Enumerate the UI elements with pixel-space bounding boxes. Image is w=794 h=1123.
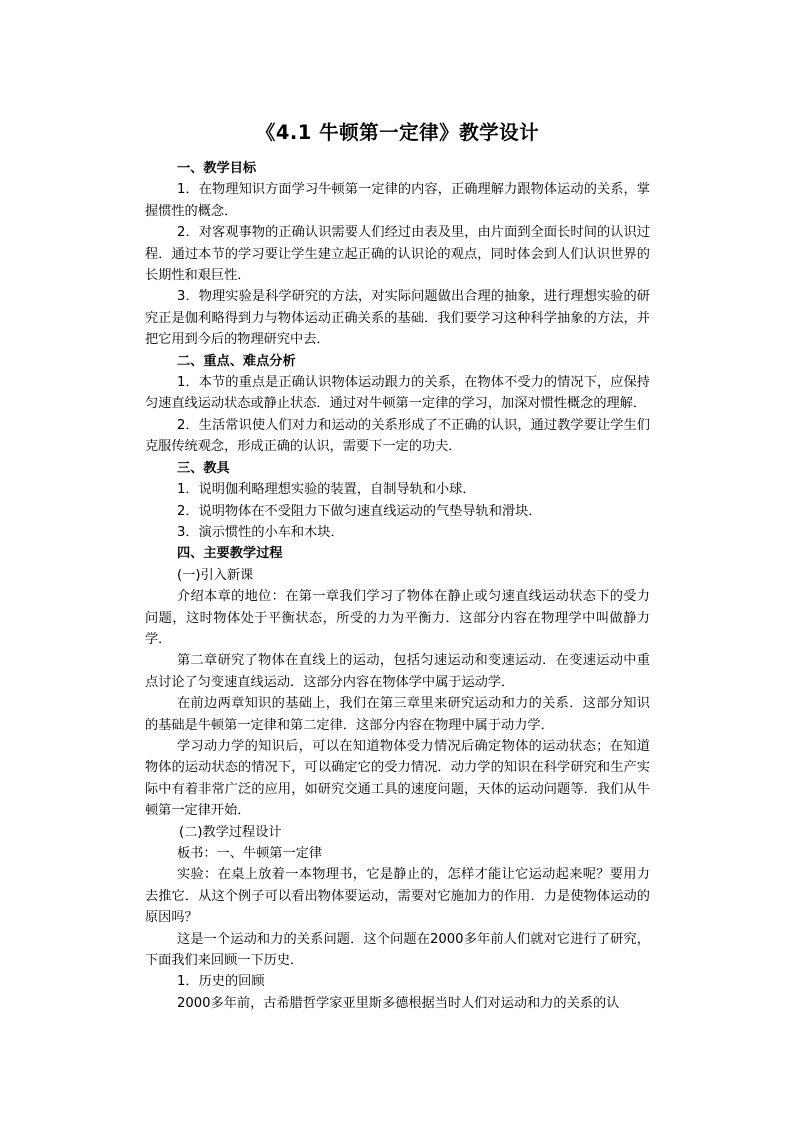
subsection-heading: (二)教学过程设计: [179, 824, 282, 840]
paragraph: 2．生活常识使人们对力和运动的关系形成了不正确的认识，通过教学要让学生们克服传统观念，形成正确的认识，需要下一定的功夫．: [145, 417, 650, 455]
paragraph: 3．物理实验是科学研究的方法，对实际问题做出合理的抽象，进行理想实验的研究正是伽利略得到力与物体运动正确关系的基础．我们要学习这种科学抽象的方法，并把它用到今后的物理研究中去．: [145, 289, 650, 348]
subsection-heading: (一)引入新课: [177, 567, 254, 583]
paragraph: 实验：在桌上放着一本物理书，它是静止的，怎样才能让它运动起来呢？要用力去推它．从这个例子可以看出物体要运动，需要对它施加力的作用．力是使物体运动的原因吗？: [145, 867, 650, 926]
paragraph: 在前边两章知识的基础上，我们在第三章里来研究运动和力的关系．这部分知识的基础是牛顿第一定律和第二定律．这部分内容在物理中属于动力学．: [145, 696, 650, 733]
paragraph: 1．本节的重点是正确认识物体运动跟力的关系，在物体不受力的情况下，应保持匀速直线运动状态或静止状态．通过对牛顿第一定律的学习，加深对惯性概念的理解．: [145, 375, 650, 412]
paragraph: 第二章研究了物体在直线上的运动，包括匀速运动和变速运动．在变速运动中重点讨论了匀变速直线运动．这部分内容在物体学中属于运动学．: [145, 653, 650, 690]
section-heading-teaching-aids: 三、教具: [177, 460, 230, 476]
list-item: 2．说明物体在不受阻力下做匀速直线运动的气垫导轨和滑块．: [177, 503, 542, 519]
paragraph: 这是一个运动和力的关系问题．这个问题在2000多年前人们就对它进行了研究，下面我们来回顾一下历史．: [145, 931, 650, 969]
paragraph: 2000多年前，古希腊哲学家亚里斯多德根据当时人们对运动和力的关系的认: [177, 995, 620, 1011]
paragraph: 2．对客观事物的正确认识需要人们经过由表及里，由片面到全面长时间的认识过程．通过本节的学习要让学生建立起正确的认识论的观点，同时体会到人们认识世界的长期性和艰巨性．: [145, 225, 650, 284]
paragraph: 1．历史的回顾: [177, 974, 265, 990]
paragraph: 介绍本章的地位：在第一章我们学习了物体在静止或匀速直线运动状态下的受力问题，这时物体处于平衡状态，所受的力为平衡力．这部分内容在物理学中叫做静力学．: [145, 589, 650, 647]
document-title: 《4.1 牛顿第一定律》教学设计: [255, 121, 540, 144]
section-heading-objectives: 一、教学目标: [177, 161, 257, 176]
list-item: 3．演示惯性的小车和木块．: [177, 524, 344, 540]
document-page: [145, 118, 650, 1014]
paragraph: 1．在物理知识方面学习牛顿第一定律的内容，正确理解力跟物体运动的关系，掌握惯性的概念．: [145, 182, 650, 219]
section-heading-process: 四、主要教学过程: [177, 546, 283, 562]
paragraph: 板书：一、牛顿第一定律: [177, 846, 323, 861]
section-heading-key-points: 二、重点、难点分析: [177, 353, 296, 369]
list-item: 1．说明伽利略理想实验的装置，自制导轨和小球．: [177, 482, 476, 498]
paragraph: 学习动力学的知识后，可以在知道物体受力情况后确定物体的运动状态；在知道物体的运动状态的情况下，可以确定它的受力情况．动力学的知识在科学研究和生产实际中有着非常广泛的应用，如研究交通工具的速度问题，天体的运动问题等．我们从牛顿第一定律开始．: [145, 738, 650, 819]
